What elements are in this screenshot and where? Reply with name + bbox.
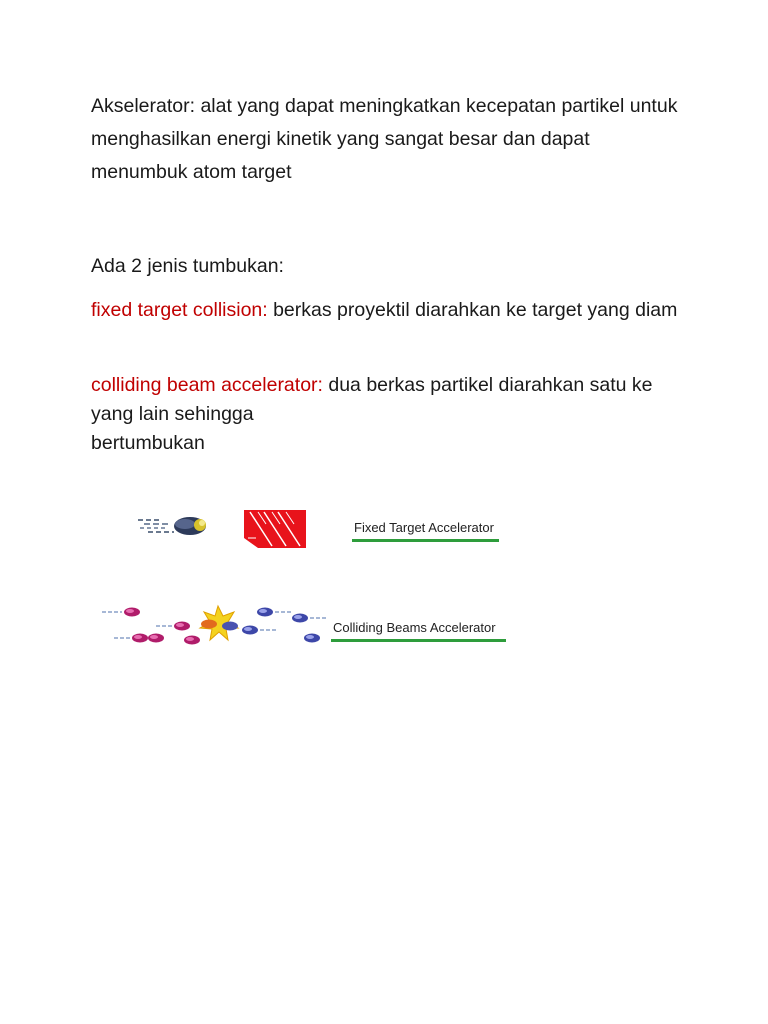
fixed-target-paragraph	[91, 294, 691, 327]
colliding-beam-paragraph	[91, 371, 691, 458]
fixed-target-description: berkas proyektil diarahkan ke target yang diam	[267, 299, 678, 321]
fixed-target-block	[244, 510, 306, 548]
colliding-beam-description: dua berkas partikel diarahkan satu ke yang lain sehingga	[91, 374, 653, 425]
colliding-beams-diagram	[100, 598, 330, 650]
colliding-beam-description-end: bertumbukan	[91, 432, 205, 454]
fixed-target-caption-underline	[352, 539, 499, 542]
fixed-target-term: fixed target collision:	[91, 299, 268, 321]
definition-paragraph: Akselerator: alat yang dapat meningkatkan kecepatan partikel untuk menghasilkan energi kinetik yang sangat besar dan dapat menumbuk atom target	[91, 95, 678, 183]
colliding-beams-caption-underline	[331, 639, 506, 642]
projectile-beam-icon	[138, 517, 206, 535]
collision-burst-icon	[200, 606, 238, 640]
left-beam-particles-icon	[102, 608, 200, 645]
types-heading: Ada 2 jenis tumbukan:	[91, 255, 284, 277]
fixed-target-caption: Fixed Target Accelerator	[354, 520, 494, 535]
right-beam-particles-icon	[242, 608, 326, 643]
fixed-target-diagram	[130, 500, 320, 560]
colliding-beam-term: colliding beam accelerator:	[91, 374, 323, 396]
colliding-beams-caption: Colliding Beams Accelerator	[333, 620, 496, 635]
